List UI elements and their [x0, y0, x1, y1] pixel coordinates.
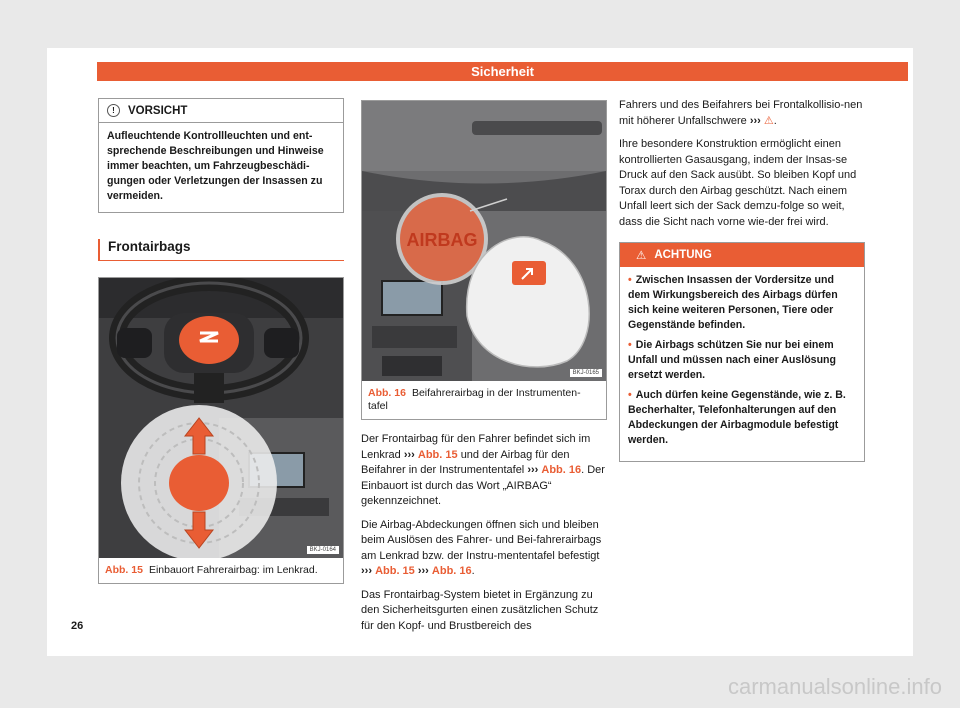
figure-15-code: BKJ-0164	[307, 546, 339, 554]
warning-triangle-icon: ⚠	[636, 250, 647, 262]
ref-abb-16[interactable]: Abb. 16	[541, 464, 582, 476]
warning-box	[619, 242, 865, 462]
figure-16-caption	[362, 381, 606, 419]
ref-abb-15[interactable]: Abb. 15	[417, 448, 458, 461]
paragraph-5: Ihre besondere Konstruktion ermöglicht einen kontrollierten Gasausgang, indem der Insas-se Druck auf den Sack ausübt. So bleiben Kopf und Torax durch den Airbag geschützt. Nach einem Unfall leert sich der Sack demzu-folge so weit, dass die Sicht nach vorne wie-der frei wird.	[619, 138, 857, 228]
figure-15-number: Abb. 15	[105, 564, 143, 576]
figure-16-caption-text: Beifahrerairbag in der Instrumenten-tafel	[368, 387, 581, 412]
figure-15-caption	[99, 558, 343, 583]
paragraph-4: Fahrers und des Beifahrers bei Frontalkollisio-nen mit höherer Unfallschwere ››› ⚠.	[619, 99, 863, 127]
manual-page	[47, 48, 913, 656]
figure-16-image	[362, 101, 606, 381]
warning-bullet: • Die Airbags schützen Sie nur bei einem Unfall und müssen nach einer Auslösung ersetzt werden.	[628, 339, 836, 381]
paragraph-2: Die Airbag-Abdeckungen öffnen sich und bleiben beim Auslösen des Fahrer- und Bei-fahrerairbags am Lenkrad bzw. der Instru-mententafel befestigt ››› Abb. 15 ››› Abb. 16.	[361, 518, 602, 577]
warning-body	[620, 267, 864, 461]
ref-abb-15[interactable]: Abb. 15	[375, 565, 415, 577]
airbag-label: AIRBAG	[406, 230, 478, 250]
figure-15-caption-text: Einbauort Fahrerairbag: im Lenkrad.	[148, 564, 318, 576]
caution-box	[98, 98, 344, 213]
watermark: carmanualsonline.info	[727, 674, 942, 699]
dashboard-illustration	[362, 101, 606, 381]
middle-body-text	[361, 432, 607, 634]
steering-wheel-illustration	[99, 278, 343, 558]
page-number: 26	[71, 620, 84, 632]
column-right	[619, 98, 865, 462]
caution-title: VORSICHT	[128, 104, 188, 117]
warning-triangle-icon[interactable]: ⚠	[763, 114, 774, 127]
figure-16	[361, 100, 607, 420]
figure-15-image	[99, 278, 343, 558]
caution-header	[99, 99, 343, 123]
warning-bullet: • Zwischen Insassen der Vordersitze und dem Wirkungsbereich des Airbags dürfen sich keine weiteren Personen, Tiere oder Gegenstände befinden.	[628, 274, 838, 331]
figure-15	[98, 277, 344, 584]
column-middle	[361, 100, 607, 642]
caution-text: Aufleuchtende Kontrollleuchten und ent-sprechende Beschreibungen und Hinweise immer beachten, um Fahrzeugbeschädi-gungen oder Verletzungen der Insassen zu vermeiden.	[107, 130, 324, 202]
warning-title: ACHTUNG	[654, 249, 712, 261]
paragraph-3: Das Frontairbag-System bietet in Ergänzung zu den Sicherheitsgurten einen zusätzlichen Schutz für den Kopf- und Brustbereich des	[361, 588, 599, 632]
figure-16-number: Abb. 16	[368, 387, 406, 399]
warning-bullet: • Auch dürfen keine Gegenstände, wie z. B. Becherhalter, Telefonhalterungen auf den Abdeckungen der Airbagmodule befestigt werden.	[628, 389, 846, 446]
section-header: Sicherheit	[97, 62, 908, 81]
warning-header	[620, 243, 864, 267]
column-left	[98, 98, 344, 584]
section-title: Frontairbags	[98, 239, 344, 261]
figure-16-code: BKJ-0165	[570, 369, 602, 377]
ref-abb-16[interactable]: Abb. 16	[431, 565, 472, 577]
paragraph-1: Der Frontairbag für den Fahrer befindet sich im Lenkrad ››› Abb. 15 und der Airbag für den Beifahrer in der Instrumententafel ››› Abb. 16. Der Einbauort ist durch das Wort „AIRBAG“ gekennzeichnet.	[361, 433, 605, 507]
info-icon: !	[107, 104, 120, 117]
